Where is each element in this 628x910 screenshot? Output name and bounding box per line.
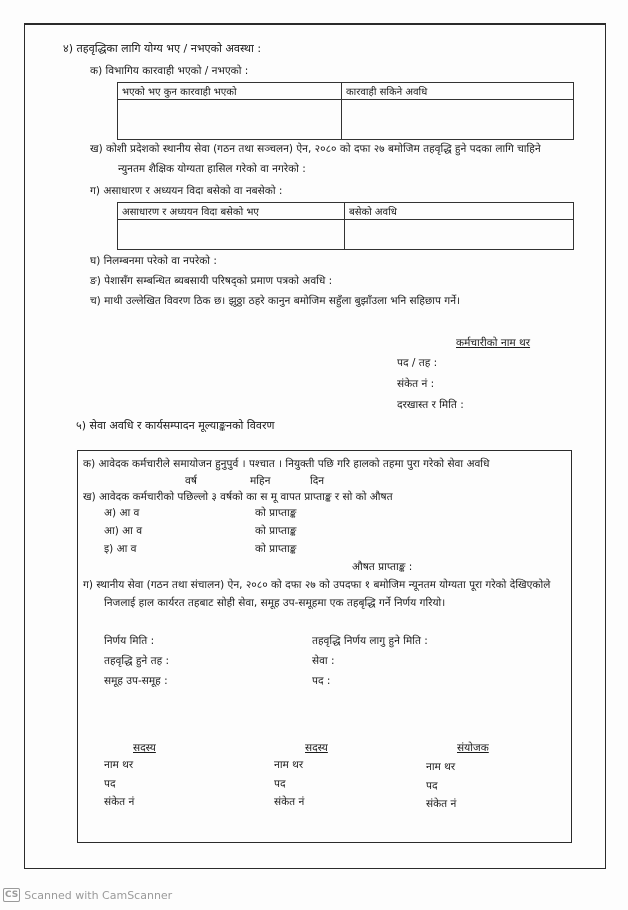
signatory-name: नाम थर [104,759,134,771]
score-row-suffix: को प्राप्ताङ्क [255,525,297,537]
camscanner-logo-icon: CS [5,890,19,900]
section-5-kha-label: ख) आवेदक कर्मचारीको पछिल्लो ३ वर्षको का स मू वापत प्राप्ताङ्क र सो को औषत [83,491,393,503]
section-5-ga-line2: निजलाई हाल कार्यरत तहबाट सोही सेवा, समूह उप-समूहमा एक तहबृद्धि गर्ने निर्णय गरियो। [104,597,446,609]
service-field: सेवा : [312,655,335,667]
section-4-kha-line2: न्युनतम शैक्षिक योग्यता हासिल गरेको वा नगरेको : [118,163,306,175]
section-4-gha: घ) निलम्बनमा परेको वा नपरेको : [90,255,217,267]
signatory-post: पद [104,778,116,790]
action-type-cell[interactable] [118,100,342,140]
signatory-post: पद [274,778,286,790]
signatory-code: संकेत नं [426,798,457,810]
application-date-field: दरखास्त र मिति : [397,399,464,411]
table-header: कारवाही सकिने अवधि [342,83,574,100]
signatory-title: सदस्य [133,742,156,754]
employee-post-field: पद / तह : [397,357,438,369]
leave-duration-cell[interactable] [345,220,574,250]
signatory-name: नाम थर [426,761,456,773]
post-field: पद : [312,675,331,687]
employee-code-field: संकेत नं : [397,378,435,390]
action-duration-cell[interactable] [342,100,574,140]
section-4-ga-label: ग) असाधारण र अध्ययन विदा बसेको वा नबसेको : [90,185,283,197]
section-4-kha-line1: ख) कोशी प्रदेशको स्थानीय सेवा (गठन तथा सञ्चलन) ऐन, २०८० को दफा २७ बमोजिम तहवृद्धि हुने पदका लागि चाहिने [90,143,541,155]
unit-years: वर्ष [185,475,197,487]
signatory-post: पद [426,780,438,792]
section-4-ka-label: क) विभागिय कारवाही भएको / नभएको : [90,65,249,77]
group-subgroup-field: समूह उप-समूह : [104,675,168,687]
score-row-prefix: इ) आ व [104,543,137,555]
section-5-ga-line1: ग) स्थानीय सेवा (गठन तथा संचालन) ऐन, २०८० को दफा २७ को उपदफा १ बमोजिम न्यूनतम योग्यता पूरा गरेको देखिएकोले [83,579,551,591]
disciplinary-action-table [117,82,574,140]
employee-name-title: कर्मचारीको नाम थर [456,337,531,349]
table-header: बसेको अवधि [345,203,574,220]
score-row-suffix: को प्राप्ताङ्क [255,507,297,519]
score-row-suffix: को प्राप्ताङ्क [255,543,297,555]
score-row-prefix: आ) आ व [104,525,143,537]
leave-table [117,202,574,250]
unit-days: दिन [310,475,325,487]
average-score-label: औषत प्राप्ताङ्क : [352,561,413,573]
section-4-heading: ४) तहवृद्धिका लागि योग्य भए / नभएको अवस्था : [63,42,262,55]
leave-type-cell[interactable] [118,220,345,250]
signatory-code: संकेत नं [104,796,135,808]
unit-months: महिन [250,475,271,487]
section-5-ka-label: क) आवेदक कर्मचारीले समायोजन हुनुपुर्व । पश्चात । नियुक्ती पछि गरि हालको तहमा पुरा गरेको सेवा अवधि [83,458,490,470]
signatory-title: संयोजक [457,742,489,754]
effective-date-field: तहवृद्धि निर्णय लागु हुने मिति : [312,635,428,647]
signatory-title: सदस्य [305,742,328,754]
score-row-prefix: अ) आ व [104,507,140,519]
signatory-name: नाम थर [274,759,304,771]
signatory-code: संकेत नं [274,796,305,808]
decision-date-field: निर्णय मिति : [104,635,155,647]
section-4-nga: ङ) पेशासँग सम्बन्धित ब्यबसायी परिषद्को प्रमाण पत्रको अवधि : [90,275,333,287]
section-5-heading: ५) सेवा अवधि र कार्यसम्पादन मूल्याङ्कनको विवरण [76,419,275,432]
section-4-cha: च) माथी उल्लेखित विवरण ठिक छ। झुठ्ठा ठहरे कानुन बमोजिम सहुँला बुझाँउला भनि सहिछाप गर्ने। [90,295,461,307]
table-header: असाधारण र अध्ययन विदा बसेको भए [118,203,345,220]
camscanner-watermark [3,888,172,902]
watermark-text: Scanned with CamScanner [24,888,173,902]
promoted-level-field: तहवृद्धि हुने तह : [104,655,170,667]
table-header: भएको भए कुन कारवाही भएको [118,83,342,100]
